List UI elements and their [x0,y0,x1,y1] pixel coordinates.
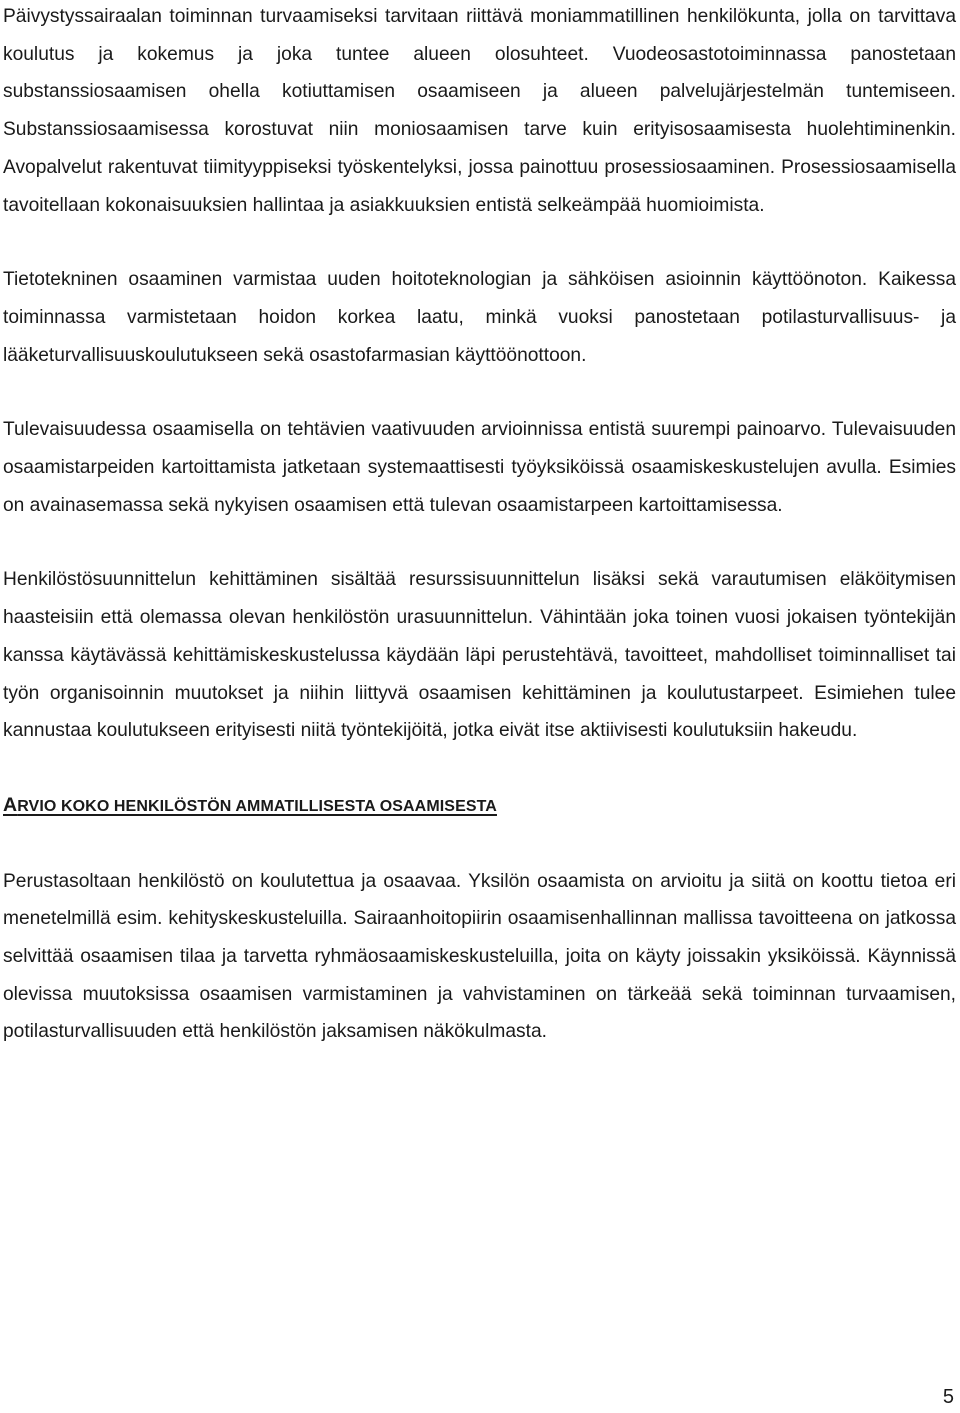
section-heading [3,787,956,826]
paragraph-gap [3,750,956,787]
paragraph-future-skills: Tulevaisuudessa osaamisella on tehtävien vaativuuden arvioinnissa entistä suurempi painoarvo. Tulevaisuuden osaamistarpeiden kartoittamista jatketaan systemaattisesti työyksiköissä osaamiskeskustelujen avulla. Esimies on avainasemassa sekä nykyisen osaamisen että tulevan osaamistarpeen kartoittamisessa. [3,419,956,516]
section-heading-rest: RVIO KOKO HENKILÖSTÖN AMMATILLISESTA OSAAMISESTA [17,797,497,815]
page-number: 5 [942,1386,954,1408]
paragraph-gap [3,374,956,411]
paragraph-staffing: Päivystyssairaalan toiminnan turvaamiseksi tarvitaan riittävä moniammatillinen henkilökunta, jolla on tarvittava koulutus ja kokemus ja joka tuntee alueen olosuhteet. Vuodeosastotoiminnassa panostetaan substanssiosaamisen ohella kotiuttamisen osaamiseen ja alueen palvelujärjestelmän tuntemiseen. Substanssiosaamisessa korostuvat niin moniosaamisen tarve kuin erityisosaamisesta huolehtiminenkin. Avopalvelut rakentuvat tiimityyppiseksi työskentelyksi, jossa painottuu prosessiosaaminen. Prosessiosaamisella tavoitellaan kokonaisuuksien hallintaa ja asiakkuuksien entistä selkeämpää huomioimista. [3,6,956,216]
paragraph-gap [3,826,956,863]
paragraph-hr-planning: Henkilöstösuunnittelun kehittäminen sisältää resurssisuunnittelun lisäksi sekä varautumisen eläköitymisen haasteisiin että olemassa olevan henkilöstön urasuunnittelun. Vähintään joka toinen vuosi jokaisen työntekijän kanssa käytävässä kehittämiskeskustelussa käydään läpi perustehtävä, tavoitteet, mahdolliset toiminnalliset tai työn organisoinnin muutokset ja niihin liittyvä osaamisen kehittäminen ja koulutustarpeet. Esimiehen tulee kannustaa koulutukseen erityisesti niitä työntekijöitä, jotka eivät itse aktiivisesti koulutuksiin hakeudu. [3,569,956,742]
paragraph-it-skills: Tietotekninen osaaminen varmistaa uuden hoitoteknologian ja sähköisen asioinnin käyttöönoton. Kaikessa toiminnassa varmistetaan hoidon korkea laatu, minkä vuoksi panostetaan potilasturvallisuus- ja lääketurvallisuuskoulutukseen sekä osastofarmasian käyttöönottoon. [3,269,956,366]
paragraph-assessment: Perustasoltaan henkilöstö on koulutettua ja osaavaa. Yksilön osaamista on arvioitu ja siitä on koottu tietoa eri menetelmillä esim. kehityskeskusteluilla. Sairaanhoitopiirin osaamisenhallinnan mallissa tavoitteena on jatkossa selvittää osaamisen tilaa ja tarvetta ryhmäosaamiskeskusteluilla, joita on käyty joissakin yksiköissä. Käynnissä olevissa muutoksissa osaamisen varmistaminen ja vahvistaminen on tärkeää sekä toiminnan turvaamisen, potilasturvallisuuden että henkilöstön jaksamisen näkökulmasta. [3,870,956,1043]
section-heading-initial: A [3,793,18,816]
paragraph-gap [3,224,956,261]
paragraph-gap [3,524,956,561]
